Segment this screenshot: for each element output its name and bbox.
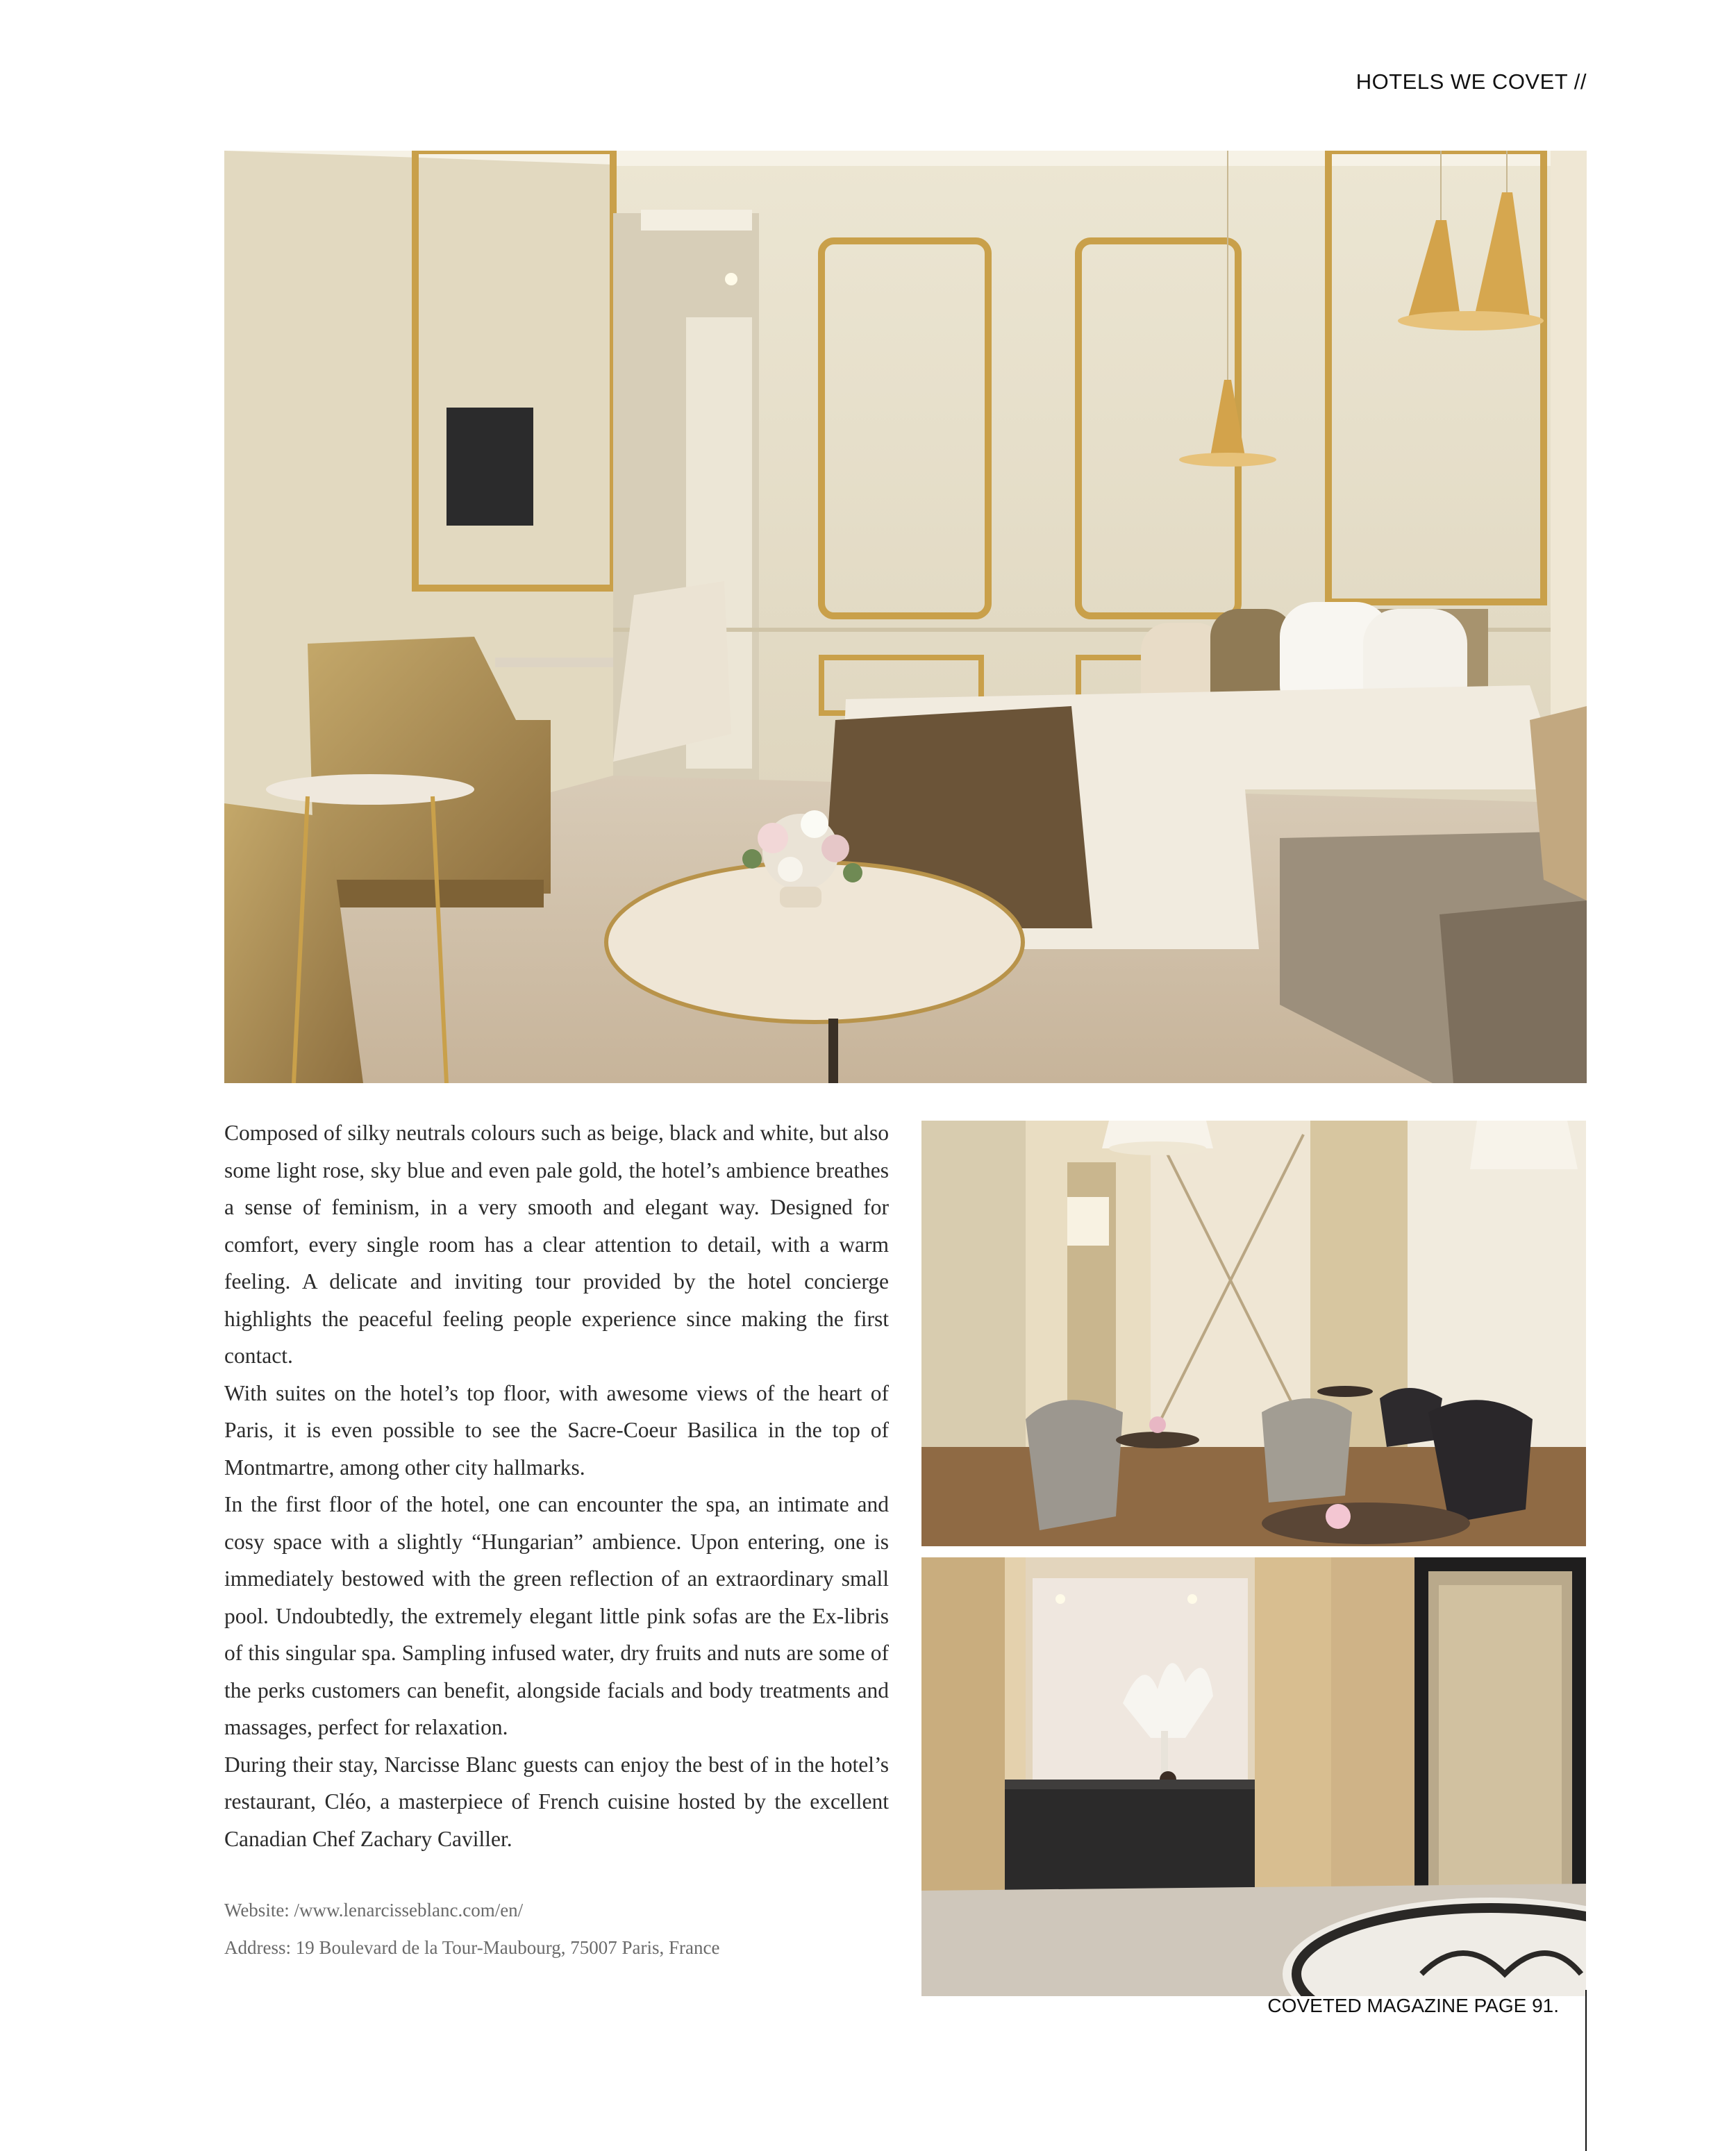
hotel-lobby-photo <box>921 1557 1586 1996</box>
website-line: Website: /www.lenarcisseblanc.com/en/ <box>224 1900 524 1920</box>
footer-divider <box>1585 1990 1587 2151</box>
article-paragraph: With suites on the hotel’s top floor, with awesome views of the heart of Paris, it is even possible to see the Sacre-Coeur Basilica in the top of Montmartre, among other city hallmarks. <box>224 1380 889 1480</box>
article-paragraph: Composed of silky neutrals colours such as beige, black and white, but also some light rose, sky blue and even pale gold, the hotel’s ambience breathes a sense of feminism, in a very smooth and elegant way. Designed for comfort, every single room has a clear attention to detail, with a warm feeling. A delicate and inviting tour provided by the hotel concierge highlights the peaceful feeling people experience since making the first contact. <box>224 1121 889 1368</box>
article-body <box>224 1114 889 1857</box>
article-paragraph: In the first floor of the hotel, one can encounter the spa, an intimate and cosy space with a slightly “Hungarian” ambience. Upon entering, one is immediately bestowed with the green reflection of an extraordinary small pool. Undoubtedly, the extremely elegant little pink sofas are the Ex-libris of this singular spa. Sampling infused water, dry fruits and nuts are some of the perks customers can benefit, alongside facials and body treatments and massages, perfect for relaxation. <box>224 1492 889 1739</box>
section-label: HOTELS WE COVET // <box>1355 69 1587 94</box>
address-line: Address: 19 Boulevard de la Tour-Maubourg, 75007 Paris, France <box>224 1937 720 1958</box>
hotel-bedroom-photo <box>224 151 1587 1083</box>
page-footer-label: COVETED MAGAZINE PAGE 91. <box>1267 1995 1559 2016</box>
hotel-lounge-photo <box>921 1121 1586 1546</box>
article-paragraph: During their stay, Narcisse Blanc guests can enjoy the best of in the hotel’s restaurant, Cléo, a masterpiece of French cuisine hosted by the excellent Canadian Chef Zachary Caviller. <box>224 1752 889 1851</box>
